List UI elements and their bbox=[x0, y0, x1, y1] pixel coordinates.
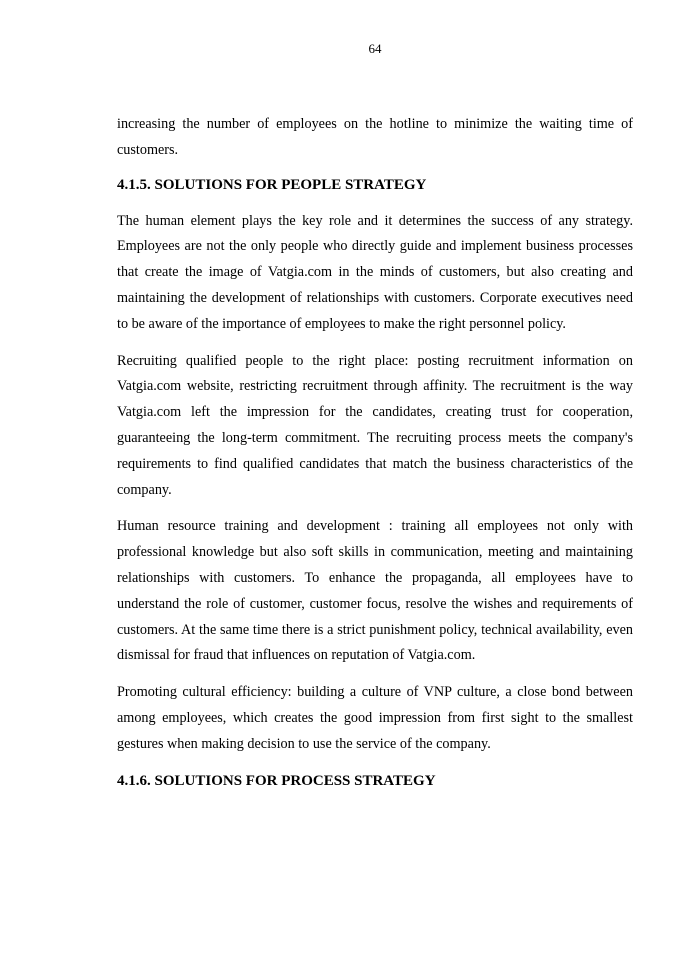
paragraph-people-3: Human resource training and development : training all employees not only with professional knowledge but also soft skills in communication, meeting and maintaining relationships with customers. To enhance the propaganda, all employees have to understand the role of customer, customer focus, resolve the wishes and requirements of customers. At the same time there is a strict punishment policy, technical availability, even dismissal for fraud that influences on reputation of Vatgia.com. bbox=[117, 518, 633, 664]
document-body bbox=[117, 112, 633, 805]
paragraph-people-4: Promoting cultural efficiency: building a culture of VNP culture, a close bond between among employees, which creates the good impression from first sight to the smallest gestures when making decision to use the service of the company. bbox=[117, 684, 633, 752]
page-number: 64 bbox=[368, 41, 382, 56]
paragraph-intro: increasing the number of employees on the hotline to minimize the waiting time of customers. bbox=[117, 116, 633, 158]
paragraph-people-2: Recruiting qualified people to the right place: posting recruitment information on Vatgia.com website, restricting recruitment through affinity. The recruitment is the way Vatgia.com left the impression for the candidates, creating trust for cooperation, guaranteeing the long-term commitment. The recruiting process meets the company's requirements to find qualified candidates that match the business characteristics of the company. bbox=[117, 352, 633, 498]
heading-process-strategy: 4.1.6. SOLUTIONS FOR PROCESS STRATEGY bbox=[117, 772, 436, 789]
heading-people-strategy: 4.1.5. SOLUTIONS FOR PEOPLE STRATEGY bbox=[117, 176, 427, 193]
paragraph-people-1: The human element plays the key role and it determines the success of any strategy. Employees are not the only people who directly guide and implement business processes that create the image of Vatgia.com in the minds of customers, but also creating and maintaining the development of relationships with customers. Corporate executives need to be aware of the importance of employees to make the right personnel policy. bbox=[117, 212, 633, 332]
